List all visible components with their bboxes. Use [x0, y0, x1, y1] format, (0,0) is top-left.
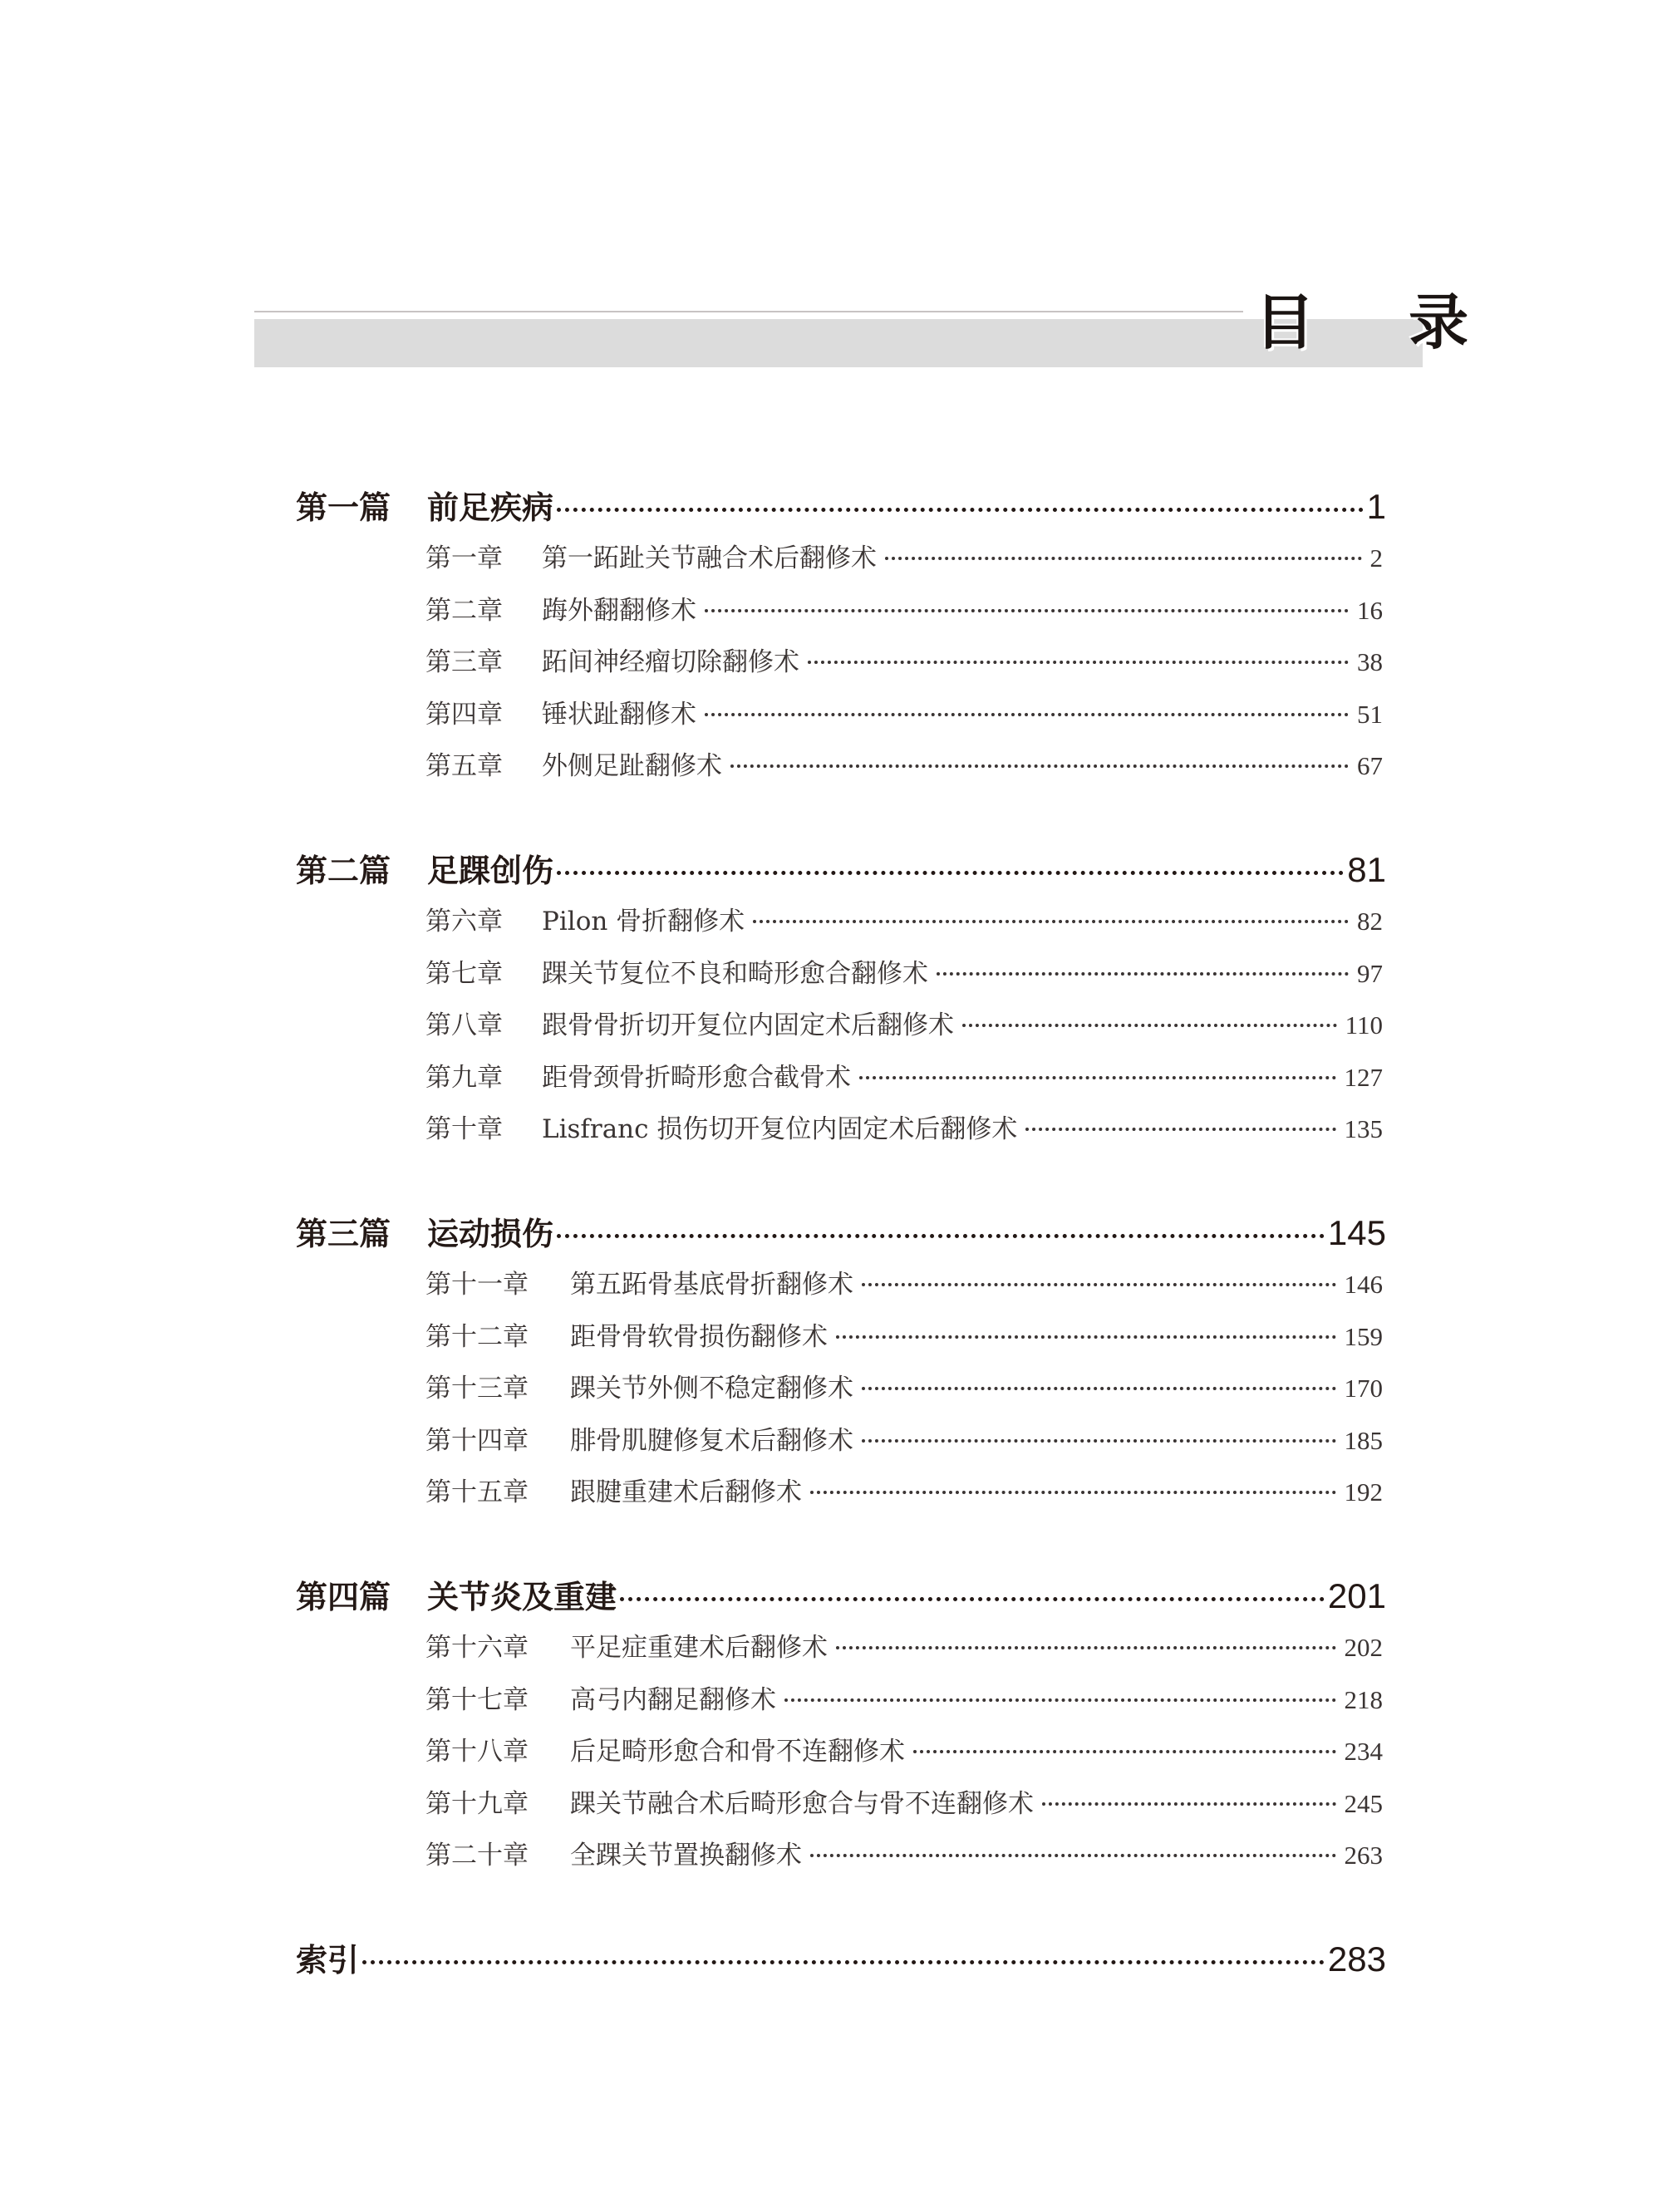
dot-leader: [730, 764, 1349, 768]
entry-number: 第四章: [425, 699, 503, 730]
dot-leader: [705, 609, 1349, 612]
page-number: 159: [1344, 1321, 1383, 1351]
entry-number: 第九章: [425, 1062, 503, 1093]
page-number: 81: [1347, 850, 1386, 889]
entry-number: 第二十章: [425, 1841, 529, 1870]
entry-number: 第十一章: [425, 1270, 529, 1300]
toc-chapter[interactable]: [425, 1004, 1383, 1041]
entry-title: 第一跖趾关节融合术后翻修术: [542, 543, 877, 573]
toc-chapter[interactable]: [425, 1056, 1383, 1094]
page-number: 201: [1327, 1576, 1386, 1615]
dot-leader: [753, 920, 1349, 923]
entry-number: 第十六章: [425, 1633, 529, 1663]
toc-chapter[interactable]: [425, 1263, 1383, 1300]
page-number: 127: [1344, 1062, 1383, 1092]
entry-title: 高弓内翻足翻修术: [570, 1684, 776, 1715]
dot-leader: [362, 1960, 1325, 1964]
entry-title: 踝关节融合术后畸形愈合与骨不连翻修术: [570, 1788, 1034, 1819]
dot-leader: [962, 1024, 1337, 1027]
page-number: 145: [1327, 1213, 1386, 1252]
toc-part[interactable]: [296, 845, 1386, 891]
toc-chapter[interactable]: [425, 1108, 1383, 1145]
entry-number: 第十五章: [425, 1477, 529, 1507]
page-number: 263: [1344, 1841, 1383, 1870]
entry-title: 锤状趾翻修术: [542, 699, 696, 730]
entry-title: 足踝创伤: [427, 853, 554, 889]
page-number: 2: [1369, 543, 1383, 573]
entry-number: 第十八章: [425, 1737, 529, 1767]
dot-leader: [862, 1387, 1336, 1390]
dot-leader: [620, 1597, 1325, 1601]
entry-title: 关节炎及重建: [427, 1579, 617, 1615]
dot-leader: [862, 1283, 1336, 1286]
dot-leader: [836, 1335, 1336, 1339]
toc-chapter[interactable]: [425, 952, 1383, 990]
entry-title: 运动损伤: [427, 1216, 554, 1252]
page-title: 目 录: [1255, 288, 1506, 357]
toc-chapter[interactable]: [425, 745, 1383, 782]
page-number: 170: [1344, 1374, 1383, 1403]
entry-title: 距骨骨软骨损伤翻修术: [570, 1321, 828, 1352]
toc-chapter[interactable]: [425, 1367, 1383, 1404]
toc-chapter[interactable]: [425, 1834, 1383, 1871]
entry-title: 前足疾病: [427, 489, 554, 526]
toc-chapter[interactable]: [425, 693, 1383, 730]
entry-number: 第三章: [425, 647, 503, 677]
dot-leader: [784, 1698, 1336, 1702]
dot-leader: [913, 1750, 1336, 1753]
toc-chapter[interactable]: [425, 1782, 1383, 1820]
toc-chapter[interactable]: [425, 1730, 1383, 1767]
page-number: 97: [1357, 958, 1383, 988]
page-number: 1: [1366, 487, 1386, 526]
toc-chapter[interactable]: [425, 1679, 1383, 1716]
toc-chapter[interactable]: [425, 589, 1383, 627]
entry-number: 第十二章: [425, 1321, 529, 1352]
dot-leader: [810, 1491, 1336, 1494]
entry-number: 第八章: [425, 1010, 503, 1040]
header-rule: [254, 311, 1243, 312]
entry-number: 第七章: [425, 958, 503, 989]
header-band: [254, 319, 1423, 367]
entry-number: 第十章: [425, 1114, 503, 1144]
entry-number: 第五章: [425, 751, 503, 781]
entry-number: 第二篇: [296, 853, 391, 889]
entry-number: 第一篇: [296, 489, 391, 526]
toc-chapter[interactable]: [425, 1419, 1383, 1457]
page-number: 245: [1344, 1788, 1383, 1818]
dot-leader: [862, 1439, 1336, 1443]
page-number: 185: [1344, 1425, 1383, 1455]
toc-chapter[interactable]: [425, 1626, 1383, 1664]
page-number: 82: [1357, 907, 1383, 936]
page-number: 51: [1357, 699, 1383, 729]
page-number: 218: [1344, 1684, 1383, 1714]
dot-leader: [1042, 1802, 1336, 1806]
entry-title: 第五跖骨基底骨折翻修术: [570, 1270, 853, 1300]
entry-title: 跟骨骨折切开复位内固定术后翻修术: [542, 1010, 954, 1040]
entry-title: 索引: [296, 1942, 360, 1979]
entry-title: 踝关节外侧不稳定翻修术: [570, 1374, 853, 1403]
dot-leader: [557, 508, 1364, 512]
page-number: 67: [1357, 751, 1383, 780]
page-number: 16: [1357, 595, 1383, 625]
toc-chapter[interactable]: [425, 1471, 1383, 1508]
dot-leader: [808, 661, 1349, 664]
toc-index[interactable]: [296, 1934, 1386, 1980]
entry-title: 后足畸形愈合和骨不连翻修术: [570, 1737, 905, 1767]
dot-leader: [705, 713, 1349, 716]
entry-number: 第一章: [425, 543, 503, 573]
entry-number: 第三篇: [296, 1216, 391, 1252]
entry-number: 第六章: [425, 907, 503, 936]
dot-leader: [1025, 1128, 1335, 1131]
entry-number: 第十七章: [425, 1684, 529, 1715]
page-number: 146: [1344, 1270, 1383, 1299]
dot-leader: [557, 1234, 1325, 1238]
page-number: 283: [1327, 1939, 1386, 1979]
entry-number: 第十九章: [425, 1788, 529, 1819]
entry-number: 第十四章: [425, 1425, 529, 1456]
dot-leader: [810, 1854, 1336, 1857]
page-number: 234: [1344, 1737, 1383, 1766]
toc-chapter[interactable]: [425, 537, 1383, 574]
page-number: 202: [1344, 1633, 1383, 1662]
dot-leader: [557, 871, 1344, 875]
entry-title: Pilon 骨折翻修术: [542, 907, 745, 936]
toc-part[interactable]: [296, 1208, 1386, 1254]
entry-title: 跟腱重建术后翻修术: [570, 1477, 802, 1507]
entry-title: 全踝关节置换翻修术: [570, 1841, 802, 1870]
toc-chapter[interactable]: [425, 1315, 1383, 1353]
entry-title: 外侧足趾翻修术: [542, 751, 722, 781]
dot-leader: [885, 557, 1362, 560]
entry-number: 第四篇: [296, 1579, 391, 1615]
page-number: 135: [1344, 1114, 1383, 1143]
dot-leader: [937, 972, 1349, 976]
toc-chapter[interactable]: [425, 900, 1383, 937]
entry-number: 第二章: [425, 595, 503, 626]
page-number: 38: [1357, 647, 1383, 676]
entry-number: 第十三章: [425, 1374, 529, 1403]
toc-part[interactable]: [296, 1571, 1386, 1617]
page-number: 192: [1344, 1477, 1383, 1507]
entry-title: Lisfranc 损伤切开复位内固定术后翻修术: [542, 1114, 1018, 1144]
dot-leader: [836, 1646, 1336, 1649]
page-number: 110: [1345, 1010, 1383, 1040]
toc-part[interactable]: [296, 482, 1386, 528]
entry-title: 平足症重建术后翻修术: [570, 1633, 828, 1663]
entry-title: 跖间神经瘤切除翻修术: [542, 647, 799, 677]
entry-title: 踇外翻翻修术: [542, 595, 696, 626]
entry-title: 距骨颈骨折畸形愈合截骨术: [542, 1062, 851, 1093]
entry-title: 踝关节复位不良和畸形愈合翻修术: [542, 958, 928, 989]
entry-title: 腓骨肌腱修复术后翻修术: [570, 1425, 853, 1456]
toc-chapter[interactable]: [425, 641, 1383, 678]
dot-leader: [859, 1076, 1336, 1079]
